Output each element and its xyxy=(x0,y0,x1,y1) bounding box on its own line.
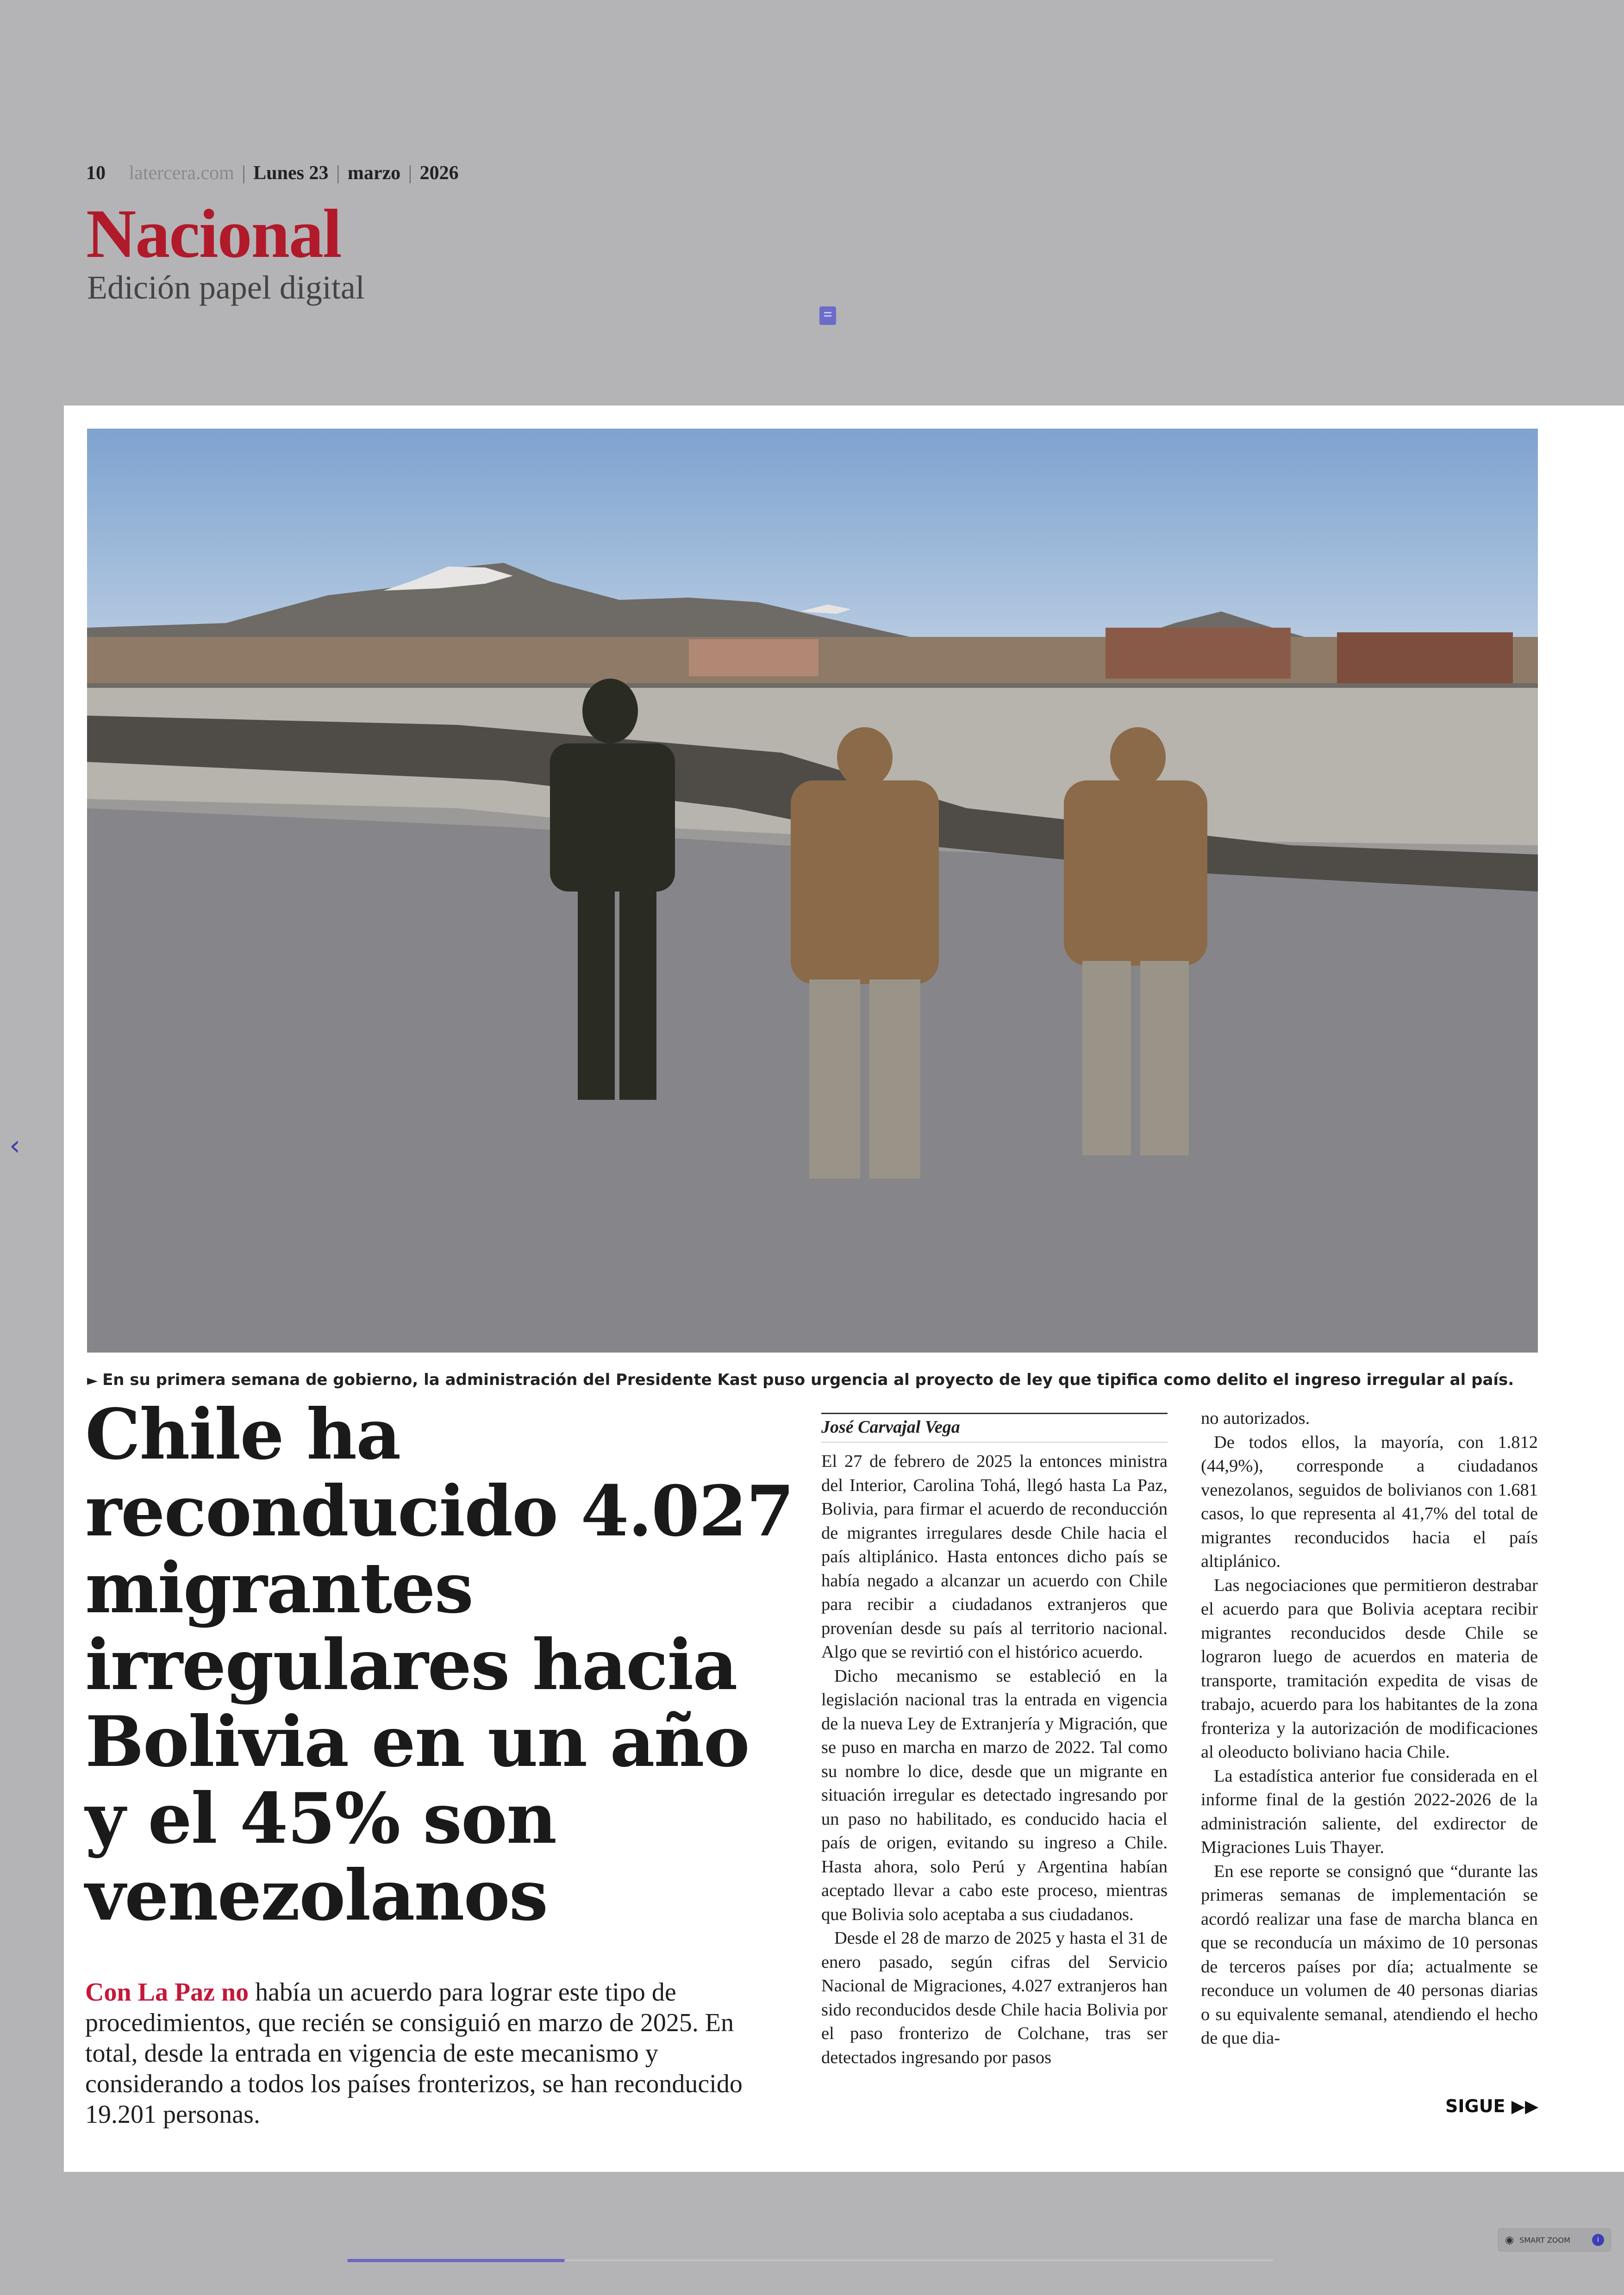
paragraph: De todos ellos, la mayoría, con 1.812 (44,9%), corresponde a ciudadanos venezolanos, seguidos de bolivianos con 1.681 casos, lo que representa al 41,7% del total de migrantes reconducidos hacia el país altiplánico. xyxy=(1201,1432,1538,1571)
paragraph: La estadística anterior fue considerada en el informe final de la gestión 2022-2026 de la administración saliente, del exdirector de Migraciones Luis Thayer. xyxy=(1201,1766,1538,1857)
caption-text: En su primera semana de gobierno, la administración del Presidente Kast puso urgencia al proyecto de ley que tipifica como delito el ingreso irregular al país. xyxy=(102,1371,1514,1389)
date-year: 2026 xyxy=(419,162,459,184)
paragraph: En ese reporte se consignó que “durante las primeras semanas de implementación se acordó realizar una fase de marcha blanca en que se reconducía un máximo de 10 personas de terceros países por día; actualmente se reconduce un volumen de 40 personas diarias o su equivalente semanal, atendiendo el hecho de que dia- xyxy=(1201,1861,1538,2048)
newspaper-page xyxy=(64,405,1624,2172)
folio-line: 10 latercera.com | Lunes 23 | marzo | 2026 xyxy=(86,162,459,184)
article-photo xyxy=(87,429,1538,1353)
page-scrubber[interactable] xyxy=(347,2259,1273,2261)
chevron-left-icon: ‹ xyxy=(9,1129,20,1162)
paragraph: no autorizados. xyxy=(1201,1409,1310,1428)
smart-zoom-button[interactable] xyxy=(1498,2228,1611,2251)
eye-icon: ◉ xyxy=(1505,2234,1514,2246)
page-scrubber-progress[interactable] xyxy=(347,2259,565,2262)
article-column-1 xyxy=(821,1450,1168,2070)
edition-subtitle: Edición papel digital xyxy=(87,269,365,306)
page-thumbnail-icon[interactable] xyxy=(819,306,836,325)
author-byline: José Carvajal Vega xyxy=(821,1413,1168,1442)
lead-highlight: Con La Paz no xyxy=(85,1978,249,2007)
paragraph: Desde el 28 de marzo de 2025 y hasta el 31 de enero pasado, según cifras del Servicio Nacional de Migraciones, 4.027 extranjeros han sido reconducidos desde Chile hacia Bolivia por el paso fronterizo de Colchane, tras ser detectados ingresando por pasos xyxy=(821,1928,1168,2067)
paragraph: El 27 de febrero de 2025 la entonces ministra del Interior, Carolina Tohá, llegó hasta La Paz, Bolivia, para firmar el acuerdo de reconducción de migrantes irregulares desde Chile hacia el país altiplánico. Hasta entonces dicho país se había negado a alcanzar un acuerdo con Chile para recibir a ciudadanos extranjeros que provenían desde su país al territorio nacional. Algo que se revirtió con el histórico acuerdo. xyxy=(821,1452,1168,1662)
date-weekday: Lunes 23 xyxy=(253,162,329,184)
lead-text: había un acuerdo para lograr este tipo de procedimientos, que recién se consiguió en marzo de 2025. En total, desde la entrada en vigencia de este mecanismo y considerando a todos los países fronterizos, se han reconducido 19.201 personas. xyxy=(85,1978,743,2129)
site-name: latercera.com xyxy=(129,162,234,184)
article-lead xyxy=(85,1977,761,2130)
paragraph: Las negociaciones que permitieron destrabar el acuerdo para que Bolivia aceptara recibir migrantes reconducidos desde Chile se lograron luego de acuerdos en materia de transporte, tramitación expedita de visas de trabajo, acuerdo para los habitantes de la zona fronteriza y la autorización de modificaciones al oleoducto boliviano hacia Chile. xyxy=(1201,1575,1538,1762)
date-month: marzo xyxy=(347,162,401,184)
info-badge-icon: i xyxy=(1592,2234,1604,2246)
photo-caption xyxy=(87,1371,1538,1389)
article-column-2 xyxy=(1201,1407,1538,2051)
caption-arrow-icon: ► xyxy=(87,1372,98,1389)
photo-illustration xyxy=(87,429,1538,1353)
page-number: 10 xyxy=(86,162,106,184)
article-headline: Chile ha reconducido 4.027 migrantes irregulares hacia Bolivia en un año y el 45% son venezolanos xyxy=(85,1394,794,1936)
prev-page-button[interactable] xyxy=(9,1129,20,1162)
smart-zoom-label: SMART ZOOM xyxy=(1519,2235,1570,2245)
continue-label: SIGUE ▶▶ xyxy=(1445,2096,1539,2116)
paragraph: Dicho mecanismo se estableció en la legislación nacional tras la entrada en vigencia de la nueva Ley de Extranjería y Migración, que se puso en marcha en marzo de 2022. Tal como su nombre lo dice, desde que un migrante en situación irregular es detectado ingresando por un paso no habilitado, es conducido hacia el país de origen, evitando su ingreso a Chile. Hasta ahora, solo Perú y Argentina habían aceptado llevar a cabo este proceso, mientras que Bolivia solo aceptaba a sus ciudadanos. xyxy=(821,1666,1168,1924)
section-title: Nacional xyxy=(86,195,341,272)
